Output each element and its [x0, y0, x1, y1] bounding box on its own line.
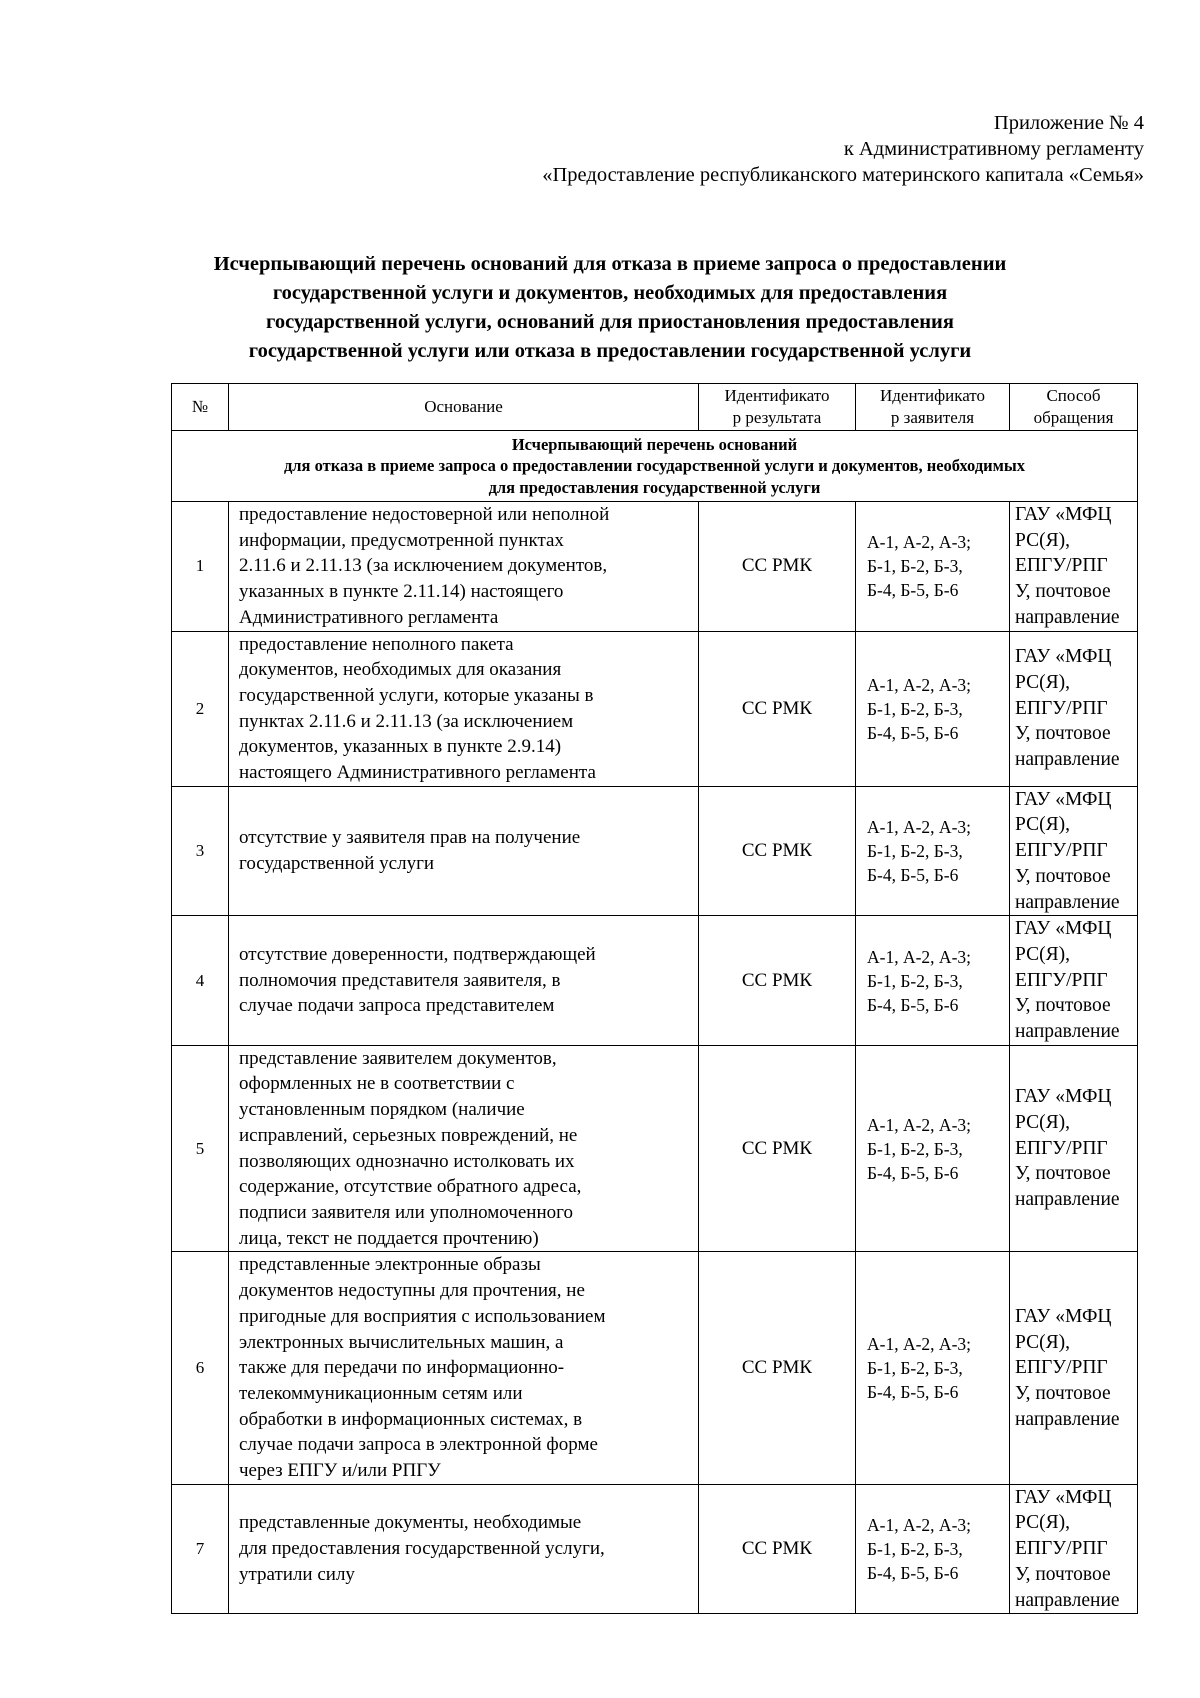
reason-line: документов, необходимых для оказания: [239, 659, 562, 681]
method-line: ЕПГУ/РПГ: [1015, 840, 1108, 862]
reason-line: случае подачи запроса представителем: [239, 995, 555, 1017]
result-id-cell: СС РМК: [699, 916, 856, 1046]
result-id-cell: СС РМК: [699, 786, 856, 916]
reason-line: настоящего Административного регламента: [239, 762, 596, 784]
applicant-id-cell: [856, 502, 1010, 632]
method-line: направление: [1015, 606, 1120, 628]
method-line: РС(Я),: [1015, 943, 1070, 965]
section-line: для отказа в приеме запроса о предоставлении государственной услуги и документов, необходимых: [283, 456, 1026, 476]
method-line: У, почтовое: [1015, 1382, 1111, 1404]
header-method: [1010, 384, 1138, 431]
method-line: направление: [1015, 1189, 1120, 1211]
result-id-cell: СС РМК: [699, 502, 856, 632]
reason-line: документов, указанных в пункте 2.9.14): [239, 736, 562, 758]
reason-line: государственной услуги, которые указаны в: [239, 684, 594, 706]
reason-cell: [229, 786, 699, 916]
method-cell: [1010, 1484, 1138, 1614]
applicant-line: А-1, А-2, А-3;: [867, 1114, 972, 1135]
reason-line: предоставление недостоверной или неполной: [239, 504, 610, 525]
method-cell: [1010, 631, 1138, 786]
table-row: [172, 631, 1138, 786]
method-cell: [1010, 502, 1138, 632]
reason-line: через ЕПГУ и/или РПГУ: [239, 1460, 441, 1482]
row-number: 6: [172, 1252, 229, 1484]
method-line: ГАУ «МФЦ: [1015, 918, 1112, 940]
method-line: ЕПГУ/РПГ: [1015, 697, 1108, 719]
method-line: ЕПГУ/РПГ: [1015, 1137, 1108, 1159]
appendix-reference: к Административному регламенту: [843, 138, 1144, 160]
applicant-line: А-1, А-2, А-3;: [867, 946, 972, 967]
header-line: обращения: [1033, 408, 1114, 427]
applicant-line: А-1, А-2, А-3;: [867, 1514, 972, 1535]
document-title: [150, 250, 1070, 366]
method-line: У, почтовое: [1015, 865, 1111, 887]
title-line: государственной услуги или отказа в предоставлении государственной услуги: [248, 340, 972, 362]
reason-line: представление заявителем документов,: [239, 1047, 557, 1069]
method-line: ЕПГУ/РПГ: [1015, 1357, 1108, 1379]
reason-line: также для передачи по информационно-: [239, 1357, 565, 1379]
row-number: 2: [172, 631, 229, 786]
applicant-id-cell: [856, 1045, 1010, 1252]
title-line: Исчерпывающий перечень оснований для отказа в приеме запроса о предоставлении: [213, 253, 1007, 275]
title-line: государственной услуги и документов, необходимых для предоставления: [272, 282, 948, 304]
section-title: [172, 431, 1138, 502]
header-line: Способ: [1046, 386, 1101, 405]
applicant-line: Б-4, Б-5, Б-6: [867, 722, 959, 743]
applicant-line: Б-4, Б-5, Б-6: [867, 1562, 959, 1583]
method-line: ЕПГУ/РПГ: [1015, 555, 1108, 577]
method-line: направление: [1015, 1021, 1120, 1043]
section-line: для предоставления государственной услуги: [488, 477, 821, 497]
method-line: ГАУ «МФЦ: [1015, 504, 1112, 525]
reason-cell: [229, 1484, 699, 1614]
applicant-line: Б-1, Б-2, Б-3,: [867, 1138, 963, 1159]
method-line: У, почтовое: [1015, 995, 1111, 1017]
table-row: [172, 1252, 1138, 1484]
appendix-header: [542, 110, 1144, 188]
reason-line: отсутствие у заявителя прав на получение: [239, 827, 581, 849]
result-id-cell: СС РМК: [699, 1252, 856, 1484]
table-row: [172, 1484, 1138, 1614]
header-line: р результата: [732, 408, 822, 427]
row-number: 4: [172, 916, 229, 1046]
reason-line: пригодные для восприятия с использованием: [239, 1305, 606, 1327]
applicant-id-cell: [856, 631, 1010, 786]
table-row: [172, 786, 1138, 916]
table-row: [172, 916, 1138, 1046]
table-header-row: [172, 384, 1138, 431]
reason-line: телекоммуникационным сетям или: [239, 1382, 523, 1404]
applicant-line: Б-1, Б-2, Б-3,: [867, 556, 963, 577]
method-line: РС(Я),: [1015, 672, 1070, 694]
reason-cell: [229, 916, 699, 1046]
result-id-cell: СС РМК: [699, 1484, 856, 1614]
reason-cell: [229, 1252, 699, 1484]
section-header-row: [172, 431, 1138, 502]
table-row: [172, 1045, 1138, 1252]
method-line: ЕПГУ/РПГ: [1015, 1538, 1108, 1560]
applicant-id-cell: [856, 916, 1010, 1046]
title-line: государственной услуги, оснований для приостановления предоставления: [266, 311, 954, 333]
reason-line: случае подачи запроса в электронной форме: [239, 1434, 598, 1456]
applicant-line: Б-1, Б-2, Б-3,: [867, 1358, 963, 1379]
applicant-line: Б-4, Б-5, Б-6: [867, 994, 959, 1015]
method-cell: [1010, 786, 1138, 916]
applicant-line: Б-4, Б-5, Б-6: [867, 1382, 959, 1403]
reason-line: государственной услуги: [239, 852, 435, 874]
applicant-line: Б-1, Б-2, Б-3,: [867, 970, 963, 991]
reason-line: предоставление неполного пакета: [239, 633, 514, 655]
row-number: 7: [172, 1484, 229, 1614]
reason-line: указанных в пункте 2.11.14) настоящего: [239, 581, 564, 603]
appendix-number: Приложение № 4: [993, 112, 1144, 134]
method-line: РС(Я),: [1015, 814, 1070, 836]
header-line: Идентификато: [879, 386, 986, 405]
applicant-id-cell: [856, 786, 1010, 916]
reason-line: для предоставления государственной услуги,: [239, 1538, 605, 1560]
header-reason: Основание: [229, 384, 699, 431]
applicant-line: А-1, А-2, А-3;: [867, 816, 972, 837]
method-line: направление: [1015, 749, 1120, 771]
reason-line: представленные документы, необходимые: [239, 1512, 582, 1534]
applicant-line: Б-4, Б-5, Б-6: [867, 1162, 959, 1183]
result-id-cell: СС РМК: [699, 1045, 856, 1252]
reason-cell: [229, 1045, 699, 1252]
reason-line: исправлений, серьезных повреждений, не: [239, 1124, 578, 1146]
method-cell: [1010, 916, 1138, 1046]
applicant-line: Б-1, Б-2, Б-3,: [867, 840, 963, 861]
reason-line: Административного регламента: [239, 606, 499, 628]
applicant-line: А-1, А-2, А-3;: [867, 674, 972, 695]
method-line: РС(Я),: [1015, 529, 1070, 551]
method-line: ГАУ «МФЦ: [1015, 1086, 1112, 1108]
reason-line: отсутствие доверенности, подтверждающей: [239, 943, 596, 965]
method-line: ЕПГУ/РПГ: [1015, 969, 1108, 991]
applicant-line: А-1, А-2, А-3;: [867, 1334, 972, 1355]
header-num: №: [172, 384, 229, 431]
row-number: 5: [172, 1045, 229, 1252]
header-applicant-id: [856, 384, 1010, 431]
reason-line: электронных вычислительных машин, а: [239, 1331, 564, 1353]
reason-line: информации, предусмотренной пунктах: [239, 529, 564, 551]
row-number: 3: [172, 786, 229, 916]
method-line: направление: [1015, 1589, 1120, 1611]
method-line: РС(Я),: [1015, 1331, 1070, 1353]
reason-line: позволяющих однозначно истолковать их: [239, 1150, 575, 1172]
section-line: Исчерпывающий перечень оснований: [511, 434, 798, 454]
applicant-line: Б-4, Б-5, Б-6: [867, 864, 959, 885]
applicant-line: Б-4, Б-5, Б-6: [867, 580, 959, 601]
reason-line: документов недоступны для прочтения, не: [239, 1280, 585, 1302]
header-line: Идентификато: [724, 386, 830, 405]
method-line: ГАУ «МФЦ: [1015, 788, 1112, 810]
grounds-table: [171, 383, 1138, 1614]
method-line: ГАУ «МФЦ: [1015, 1486, 1112, 1508]
method-cell: [1010, 1252, 1138, 1484]
reason-line: установленным порядком (наличие: [239, 1099, 525, 1121]
reason-line: оформленных не в соответствии с: [239, 1073, 515, 1095]
method-line: РС(Я),: [1015, 1512, 1070, 1534]
reason-line: утратили силу: [239, 1563, 355, 1585]
method-line: У, почтовое: [1015, 723, 1111, 745]
applicant-line: Б-1, Б-2, Б-3,: [867, 1538, 963, 1559]
reason-line: обработки в информационных системах, в: [239, 1408, 583, 1430]
header-line: р заявителя: [890, 408, 975, 427]
method-line: направление: [1015, 891, 1120, 913]
applicant-line: Б-1, Б-2, Б-3,: [867, 698, 963, 719]
header-result-id: [699, 384, 856, 431]
method-line: ГАУ «МФЦ: [1015, 1305, 1112, 1327]
table-row: [172, 502, 1138, 632]
reason-line: 2.11.6 и 2.11.13 (за исключением документов,: [239, 555, 608, 577]
reason-line: полномочия представителя заявителя, в: [239, 969, 561, 991]
reason-cell: [229, 631, 699, 786]
method-line: У, почтовое: [1015, 581, 1111, 603]
appendix-regulation-name: «Предоставление республиканского материнского капитала «Семья»: [542, 164, 1144, 186]
method-line: направление: [1015, 1408, 1120, 1430]
method-line: РС(Я),: [1015, 1112, 1070, 1134]
reason-line: подписи заявителя или уполномоченного: [239, 1201, 573, 1223]
reason-line: представленные электронные образы: [239, 1254, 541, 1276]
reason-line: пунктах 2.11.6 и 2.11.13 (за исключением: [239, 710, 574, 732]
result-id-cell: СС РМК: [699, 631, 856, 786]
applicant-id-cell: [856, 1252, 1010, 1484]
row-number: 1: [172, 502, 229, 632]
reason-cell: [229, 502, 699, 632]
reason-line: лица, текст не поддается прочтению): [239, 1227, 539, 1249]
method-line: У, почтовое: [1015, 1163, 1111, 1185]
method-line: ГАУ «МФЦ: [1015, 646, 1112, 668]
reason-line: содержание, отсутствие обратного адреса,: [239, 1176, 582, 1198]
applicant-id-cell: [856, 1484, 1010, 1614]
method-cell: [1010, 1045, 1138, 1252]
applicant-line: А-1, А-2, А-3;: [867, 532, 972, 553]
method-line: У, почтовое: [1015, 1563, 1111, 1585]
